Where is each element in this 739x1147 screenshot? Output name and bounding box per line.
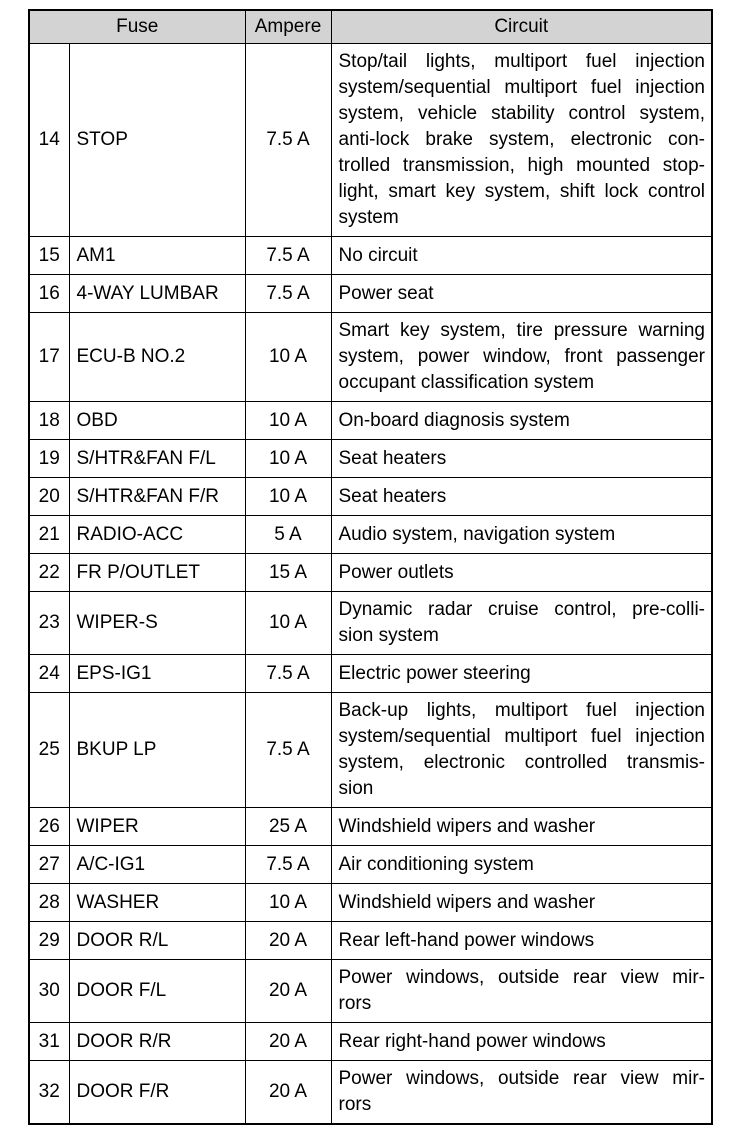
fuse-number-cell: 24: [29, 655, 69, 693]
circuit-line: Back-up lights, multiport fuel injection: [338, 700, 705, 721]
fuse-number-cell: 27: [29, 846, 69, 884]
circuit-line: light, smart key system, shift lock control: [338, 181, 705, 202]
circuit-cell: [331, 808, 712, 846]
fuse-row-26: [29, 808, 712, 846]
fuse-name-cell: STOP: [69, 44, 245, 237]
ampere-cell: 5 A: [245, 516, 331, 554]
circuit-line: Stop/tail lights, multiport fuel injection: [338, 51, 705, 72]
fuse-row-31: [29, 1023, 712, 1061]
circuit-cell: [331, 655, 712, 693]
fuse-name-cell: WASHER: [69, 884, 245, 922]
fuse-name-cell: AM1: [69, 237, 245, 275]
circuit-line: Windshield wipers and washer: [338, 815, 596, 837]
fuse-number-cell: 32: [29, 1061, 69, 1125]
fuse-name-cell: WIPER: [69, 808, 245, 846]
circuit-cell: [331, 1061, 712, 1125]
fuse-number-cell: 15: [29, 237, 69, 275]
fuse-number-cell: 18: [29, 402, 69, 440]
fuse-name-cell: RADIO-ACC: [69, 516, 245, 554]
ampere-cell: 7.5 A: [245, 655, 331, 693]
circuit-line: Power windows, outside rear view mir-: [338, 967, 705, 988]
ampere-cell: 7.5 A: [245, 237, 331, 275]
fuse-row-18: [29, 402, 712, 440]
circuit-line: system, vehicle stability control system,: [338, 103, 705, 124]
fuse-name-cell: FR P/OUTLET: [69, 554, 245, 592]
circuit-line: Rear right-hand power windows: [338, 1030, 606, 1052]
circuit-line: Windshield wipers and washer: [338, 891, 596, 913]
fuse-name-cell: OBD: [69, 402, 245, 440]
circuit-line: system, power window, front passenger: [338, 346, 705, 367]
ampere-cell: 7.5 A: [245, 846, 331, 884]
circuit-cell: [331, 402, 712, 440]
circuit-cell: [331, 275, 712, 313]
circuit-line: Rear left-hand power windows: [338, 929, 595, 951]
ampere-cell: 10 A: [245, 478, 331, 516]
circuit-cell: [331, 554, 712, 592]
ampere-cell: 20 A: [245, 960, 331, 1023]
fuse-number-cell: 20: [29, 478, 69, 516]
circuit-line: Power seat: [338, 282, 434, 304]
fuse-name-cell: A/C-IG1: [69, 846, 245, 884]
fuse-name-cell: WIPER-S: [69, 592, 245, 655]
circuit-line: trolled transmission, high mounted stop-: [338, 155, 705, 176]
fuse-row-20: [29, 478, 712, 516]
circuit-line: Dynamic radar cruise control, pre-colli-: [338, 599, 705, 620]
circuit-line: On-board diagnosis system: [338, 409, 570, 431]
circuit-line: system/sequential multiport fuel injection: [338, 77, 705, 98]
circuit-line: system/sequential multiport fuel injection: [338, 726, 705, 747]
fuse-row-28: [29, 884, 712, 922]
fuse-number-cell: 14: [29, 44, 69, 237]
fuse-name-cell: ECU-B NO.2: [69, 313, 245, 402]
fuse-row-30: [29, 960, 712, 1023]
circuit-line: occupant classification system: [338, 372, 595, 393]
circuit-line: No circuit: [338, 244, 418, 266]
fuse-row-32: [29, 1061, 712, 1125]
fuse-number-cell: 25: [29, 693, 69, 808]
circuit-line: anti-lock brake system, electronic con-: [338, 129, 705, 150]
fuse-name-cell: S/HTR&FAN F/R: [69, 478, 245, 516]
fuse-number-cell: 23: [29, 592, 69, 655]
fuse-number-cell: 19: [29, 440, 69, 478]
circuit-line: rors: [338, 1094, 372, 1115]
fuse-row-14: [29, 44, 712, 237]
circuit-line: system: [338, 207, 399, 228]
fuse-number-cell: 31: [29, 1023, 69, 1061]
table-header: [29, 10, 712, 44]
circuit-line: sion: [338, 778, 374, 799]
circuit-cell: [331, 516, 712, 554]
circuit-cell: [331, 922, 712, 960]
circuit-cell: [331, 960, 712, 1023]
ampere-cell: 7.5 A: [245, 693, 331, 808]
circuit-line: Power windows, outside rear view mir-: [338, 1068, 705, 1089]
circuit-cell: [331, 478, 712, 516]
fuse-number-cell: 22: [29, 554, 69, 592]
fuse-row-27: [29, 846, 712, 884]
ampere-cell: 20 A: [245, 1023, 331, 1061]
ampere-cell: 20 A: [245, 1061, 331, 1125]
ampere-cell: 7.5 A: [245, 275, 331, 313]
fuse-name-cell: DOOR F/R: [69, 1061, 245, 1125]
fuse-row-23: [29, 592, 712, 655]
fuse-row-21: [29, 516, 712, 554]
circuit-line: Electric power steering: [338, 662, 531, 684]
circuit-line: Smart key system, tire pressure warning: [338, 320, 705, 341]
circuit-cell: [331, 846, 712, 884]
fuse-number-cell: 17: [29, 313, 69, 402]
header-row: [29, 10, 712, 44]
circuit-cell: [331, 1023, 712, 1061]
circuit-line: Power outlets: [338, 561, 454, 583]
header-fuse: Fuse: [29, 10, 245, 44]
ampere-cell: 10 A: [245, 884, 331, 922]
ampere-cell: 7.5 A: [245, 44, 331, 237]
table-body: [29, 44, 712, 1125]
ampere-cell: 10 A: [245, 440, 331, 478]
circuit-line: Audio system, navigation system: [338, 523, 616, 545]
fuse-number-cell: 28: [29, 884, 69, 922]
fuse-number-cell: 29: [29, 922, 69, 960]
fuse-row-29: [29, 922, 712, 960]
circuit-cell: [331, 592, 712, 655]
ampere-cell: 15 A: [245, 554, 331, 592]
fuse-name-cell: DOOR F/L: [69, 960, 245, 1023]
fuse-row-16: [29, 275, 712, 313]
circuit-cell: [331, 237, 712, 275]
fuse-row-25: [29, 693, 712, 808]
fuse-name-cell: EPS-IG1: [69, 655, 245, 693]
fuse-name-cell: DOOR R/R: [69, 1023, 245, 1061]
fuse-table: [28, 9, 713, 1125]
fuse-row-15: [29, 237, 712, 275]
ampere-cell: 10 A: [245, 402, 331, 440]
header-ampere: Ampere: [245, 10, 331, 44]
circuit-line: Seat heaters: [338, 485, 447, 507]
ampere-cell: 10 A: [245, 592, 331, 655]
circuit-cell: [331, 44, 712, 237]
ampere-cell: 20 A: [245, 922, 331, 960]
fuse-number-cell: 16: [29, 275, 69, 313]
circuit-line: Air conditioning system: [338, 853, 534, 875]
fuse-row-17: [29, 313, 712, 402]
circuit-line: system, electronic controlled transmis-: [338, 752, 705, 773]
ampere-cell: 10 A: [245, 313, 331, 402]
fuse-row-19: [29, 440, 712, 478]
circuit-cell: [331, 884, 712, 922]
fuse-name-cell: BKUP LP: [69, 693, 245, 808]
circuit-line: rors: [338, 993, 372, 1014]
fuse-number-cell: 30: [29, 960, 69, 1023]
header-circuit: Circuit: [331, 10, 712, 44]
fuse-name-cell: S/HTR&FAN F/L: [69, 440, 245, 478]
fuse-number-cell: 26: [29, 808, 69, 846]
circuit-line: sion system: [338, 625, 439, 646]
circuit-cell: [331, 693, 712, 808]
fuse-name-cell: DOOR R/L: [69, 922, 245, 960]
circuit-cell: [331, 313, 712, 402]
circuit-line: Seat heaters: [338, 447, 447, 469]
fuse-name-cell: 4-WAY LUMBAR: [69, 275, 245, 313]
fuse-number-cell: 21: [29, 516, 69, 554]
ampere-cell: 25 A: [245, 808, 331, 846]
fuse-row-24: [29, 655, 712, 693]
fuse-row-22: [29, 554, 712, 592]
circuit-cell: [331, 440, 712, 478]
